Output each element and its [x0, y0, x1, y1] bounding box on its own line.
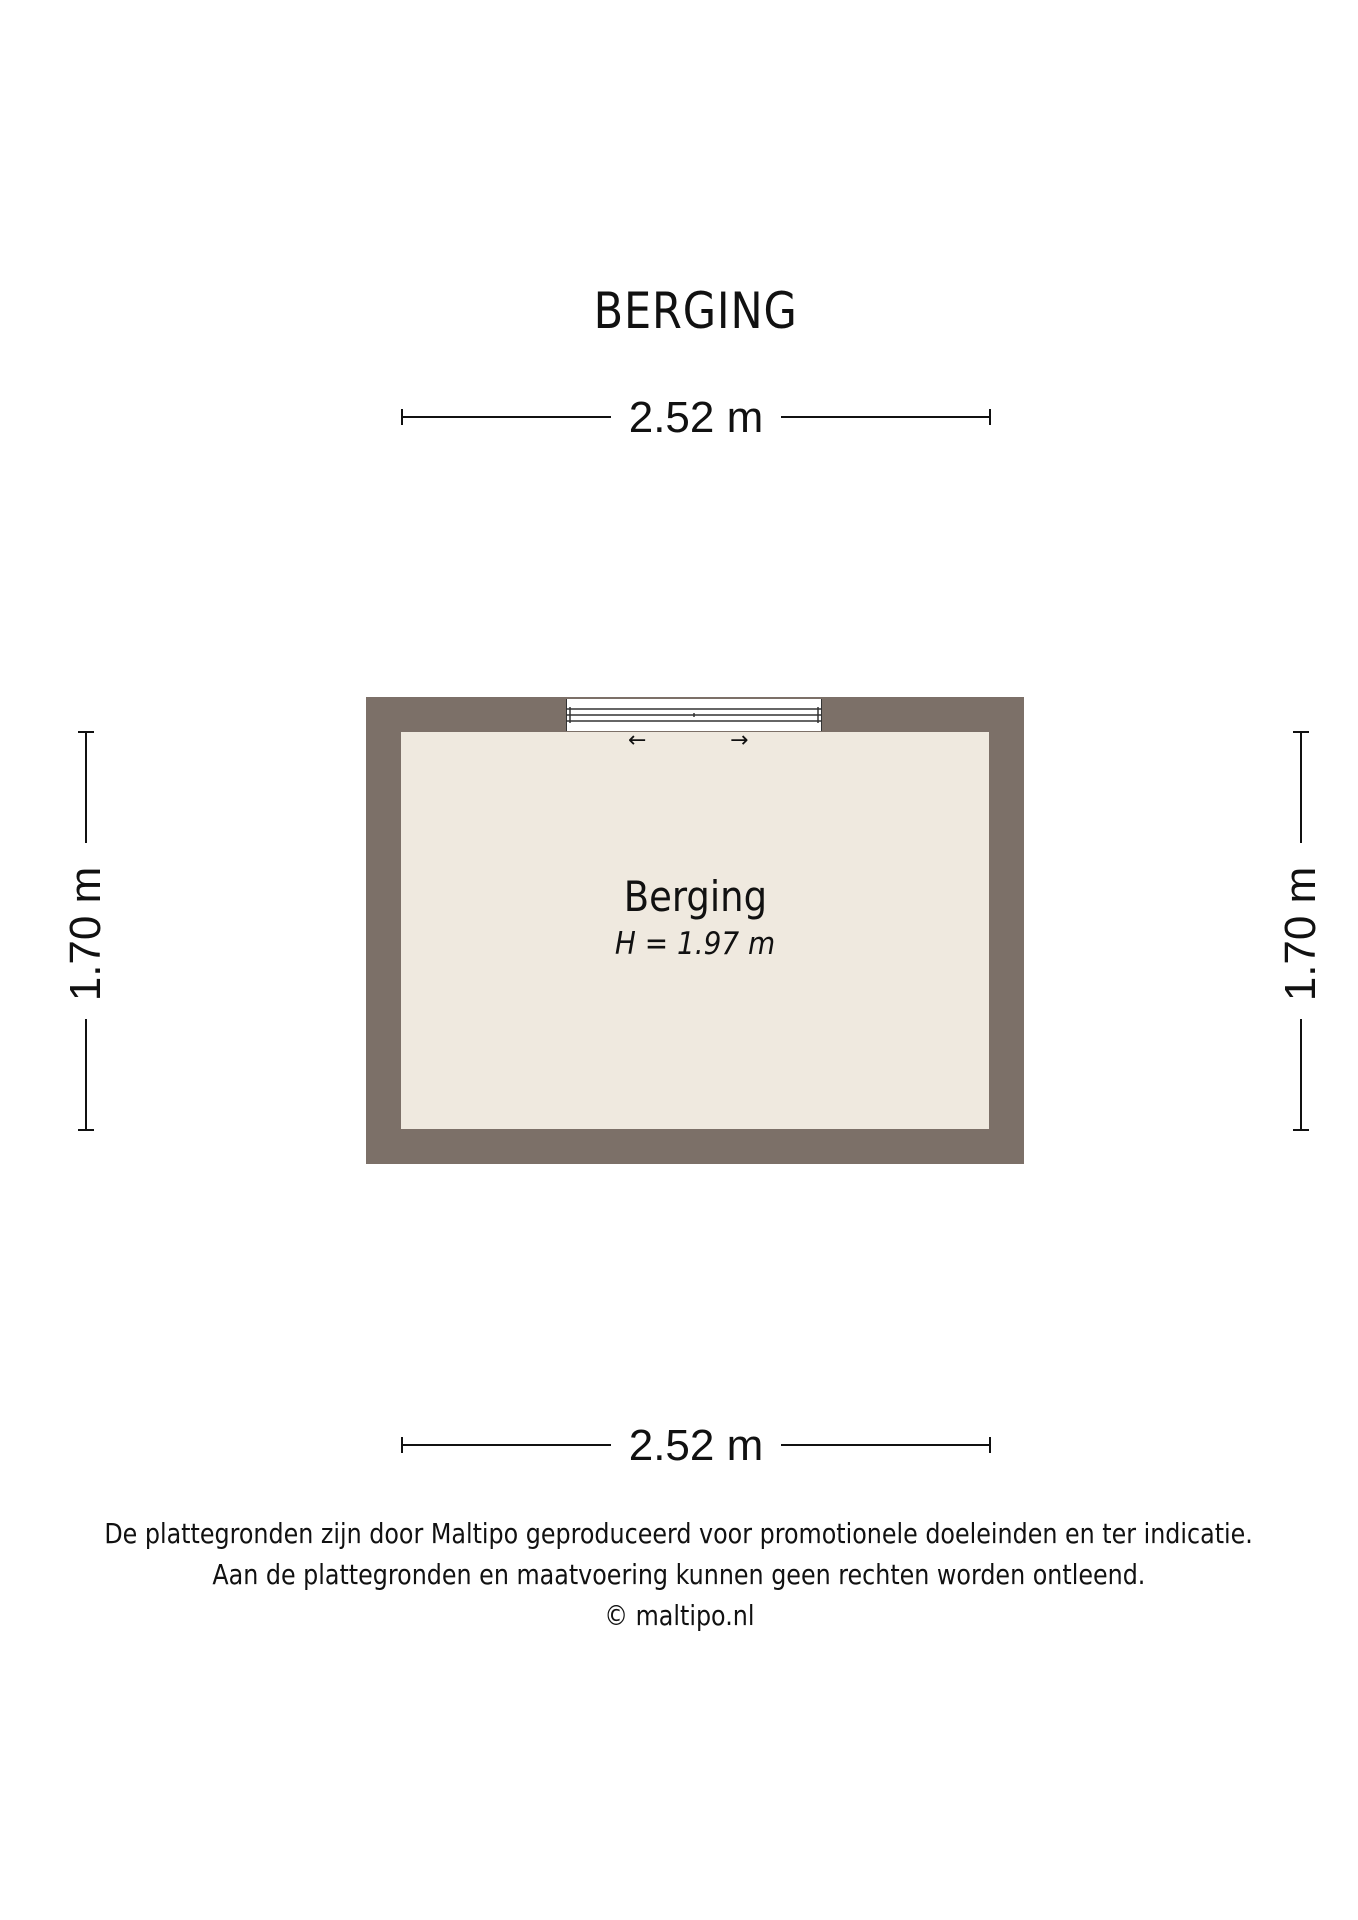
- dimension-label: 1.70 m: [61, 866, 110, 1002]
- disclaimer-line: De plattegronden zijn door Maltipo geproduceerd voor promotionele doeleinden en ter indicatie.: [104, 1517, 1254, 1550]
- sliding-window: [566, 699, 822, 731]
- dimension-label: 2.52 m: [628, 393, 764, 442]
- dimension-tick: [1293, 731, 1309, 733]
- dimension-label: 2.52 m: [628, 1421, 764, 1470]
- bottom-width-dimension: [401, 1415, 991, 1475]
- window-frame-graphic: [566, 699, 822, 731]
- floorplan-title: BERGING: [593, 282, 799, 340]
- left-depth-dimension: [56, 731, 116, 1131]
- top-width-dimension: [401, 387, 991, 447]
- dimension-tick: [78, 731, 94, 733]
- dimension-label: 1.70 m: [1276, 866, 1325, 1002]
- slide-right-arrow-icon: →: [730, 728, 749, 753]
- room-height-label: H = 1.97 m: [614, 926, 776, 962]
- copyright-link[interactable]: © maltipo.nl: [603, 1599, 755, 1632]
- slide-left-arrow-icon: ←: [628, 728, 647, 753]
- right-depth-dimension: [1271, 731, 1331, 1131]
- disclaimer: [0, 1513, 1358, 1636]
- room-name-label: Berging: [623, 872, 767, 921]
- disclaimer-line: Aan de plattegronden en maatvoering kunnen geen rechten worden ontleend.: [212, 1558, 1146, 1591]
